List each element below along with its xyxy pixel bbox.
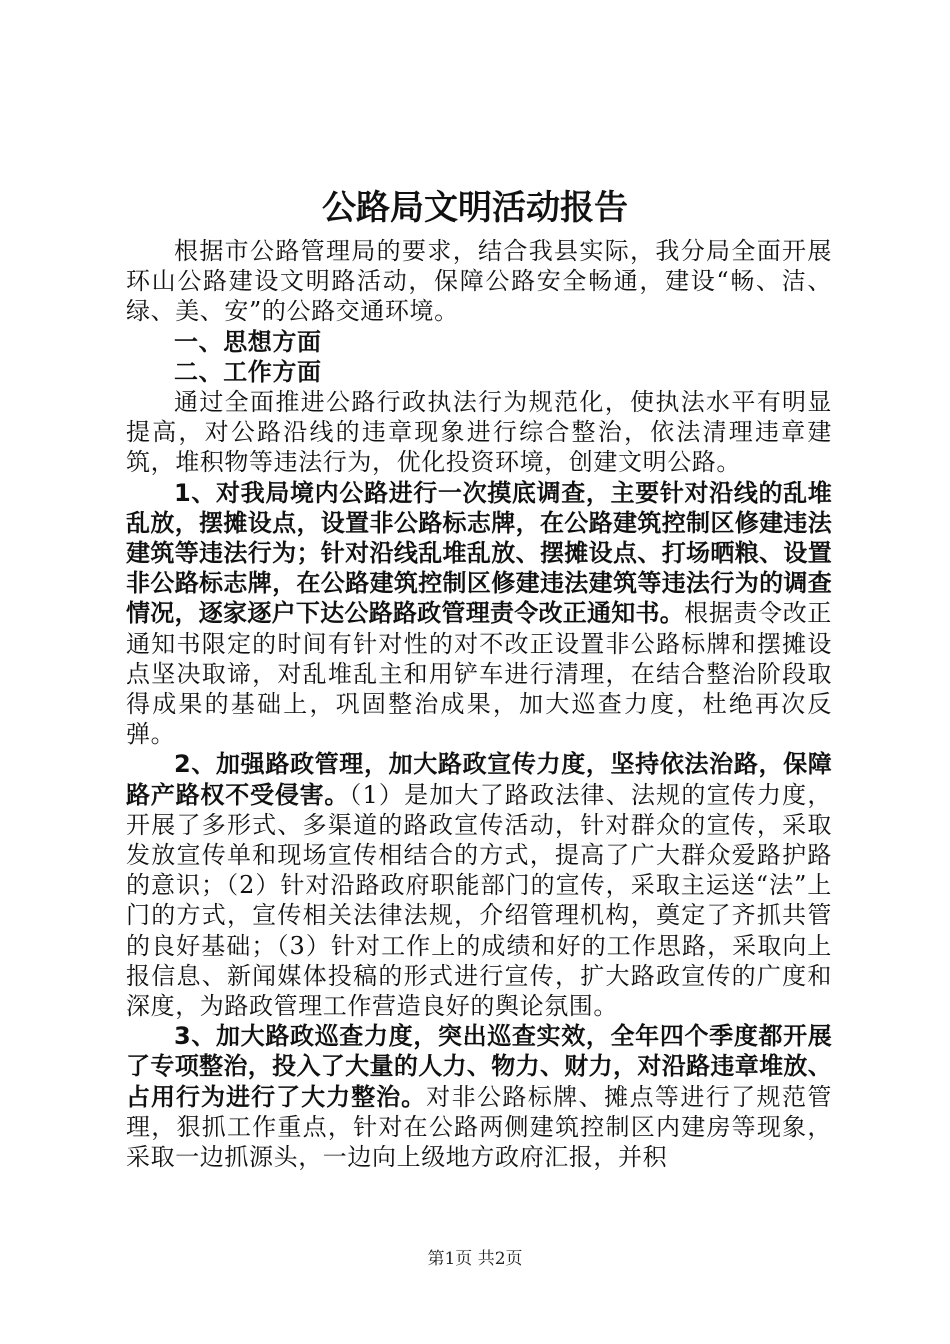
section-heading-work: 二、工作方面 [174, 357, 322, 386]
item-2-body: （1）是加大了路政法律、法规的宣传力度，开展了多形式、多渠道的路政宣传活动，针对群众的宣传，采取发放宣传单和现场宣传相结合的方式，提高了广大群众爱路护路的意识；（2）针对沿路政府职能部门的宣传，采取主运送“法”上门的方式，宣传相关法律法规，介绍管理机构，奠定了齐抓共管的良好基础；（3）针对工作上的成绩和好的工作思路，采取向上报信息、新闻媒体投稿的形式进行宣传，扩大路政宣传的广度和深度，为路政管理工作营造良好的舆论氛围。 [126, 780, 832, 1021]
item-2-lead: 2、加强路政管理，加大路政宣传力度，坚持依法治路，保障路产路权不受侵害。 [126, 750, 832, 809]
document-body [126, 236, 832, 1172]
item-1-lead: 1、对我局境内公路进行一次摸底调查，主要针对沿线的乱堆乱放，摆摊设点，设置非公路标志牌，在公路建筑控制区修建违法建筑等违法行为；针对沿线乱堆乱放、摆摊设点、打场晒粮、设置非公路标志牌，在公路建筑控制区修建违法建筑等违法行为的调查情况，逐家逐户下达公路路政管理责令改正通知书。 [126, 478, 832, 628]
item-2-paragraph [126, 749, 832, 1021]
document-title: 公路局文明活动报告 [322, 188, 628, 228]
page-number-footer: 第1页 共2页 [427, 1249, 523, 1269]
intro-paragraph: 根据市公路管理局的要求，结合我县实际，我分局全面开展环山公路建设文明路活动，保障公路安全畅通，建设“畅、洁、绿、美、安”的公路交通环境。 [126, 237, 832, 326]
work-intro-paragraph: 通过全面推进公路行政执法行为规范化，使执法水平有明显提高，对公路沿线的违章现象进行综合整治，依法清理违章建筑，堆积物等违法行为，优化投资环境，创建文明公路。 [126, 388, 832, 477]
item-3-lead: 3、加大路政巡查力度，突出巡查实效，全年四个季度都开展了专项整治，投入了大量的人力、物力、财力，对沿路违章堆放、占用行为进行了大力整治。 [126, 1022, 832, 1111]
item-1-paragraph [126, 478, 832, 750]
section-heading-thinking: 一、思想方面 [174, 327, 322, 356]
item-3-body: 对非公路标牌、摊点等进行了规范管理，狠抓工作重点，针对在公路两侧建筑控制区内建房等现象，采取一边抓源头，一边向上级地方政府汇报，并积 [126, 1082, 832, 1172]
item-3-paragraph [126, 1021, 832, 1172]
item-1-body: 根据责令改正通知书限定的时间有针对性的对不改正设置非公路标牌和摆摊设点坚决取谛，对乱堆乱主和用铲车进行清理，在结合整治阶段取得成果的基础上，巩固整治成果，加大巡查力度，杜绝再次反弹。 [126, 599, 832, 749]
